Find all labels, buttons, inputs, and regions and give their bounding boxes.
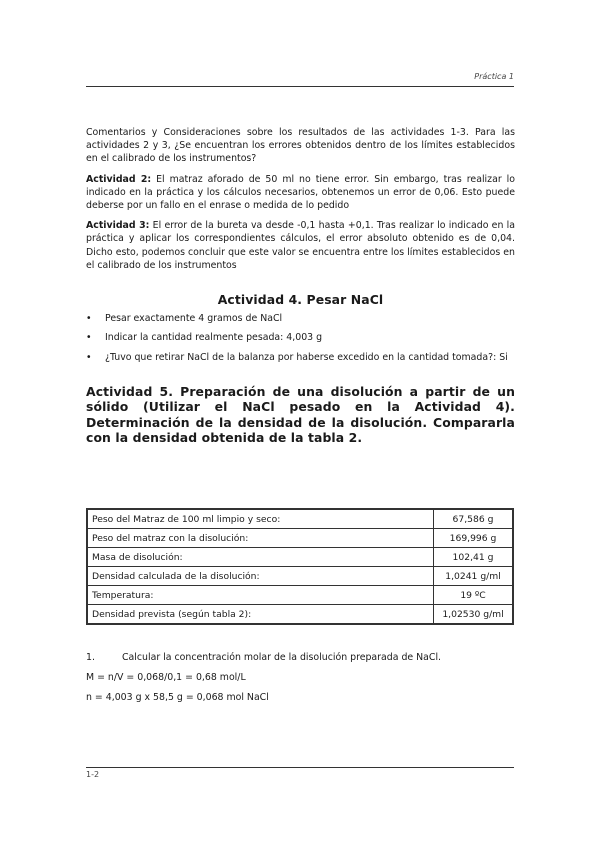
bullet-icon: •	[86, 351, 92, 363]
table-row	[87, 509, 513, 529]
page-number: 1-2	[86, 770, 100, 779]
table-row	[87, 605, 513, 625]
header-rule	[86, 86, 514, 87]
intro-paragraph: Comentarios y Consideraciones sobre los resultados de las actividades 1-3. Para las actividades 2 y 3, ¿Se encuentran los errores obtenidos dentro de los límites establecidos en el calibrado de los instrumentos?	[86, 127, 515, 165]
row-label: Peso del Matraz de 100 ml limpio y seco:	[87, 509, 434, 529]
calculation-section	[86, 651, 515, 712]
list-item-text: Indicar la cantidad realmente pesada: 4,003 g	[105, 332, 323, 344]
row-label: Peso del matraz con la disolución:	[87, 529, 434, 548]
footer-rule	[86, 767, 514, 768]
act4-heading: Actividad 4. Pesar NaCl	[217, 292, 384, 308]
list-item-text: ¿Tuvo que retirar NaCl de la balanza por haberse excedido en la cantidad tomada?: Si	[105, 351, 508, 363]
row-value: 102,41 g	[434, 548, 514, 567]
row-label: Densidad prevista (según tabla 2):	[87, 605, 434, 625]
row-value: 169,996 g	[434, 529, 514, 548]
results-table	[86, 508, 514, 625]
act3-text: El error de la bureta va desde -0,1 hasta +0,1. Tras realizar lo indicado en la práctica y aplicar los correspondientes cálculos, el error absoluto obtenido es de 0,04. Dicho esto, podemos concluir que este valor se encuentra entre los límites establecidos en el calibrado de los instrumentos	[86, 220, 516, 271]
table-row	[87, 548, 513, 567]
act4-list	[86, 312, 515, 364]
act5-heading: Actividad 5. Preparación de una disolución a partir de un sólido (Utilizar el NaCl pesado en la Actividad 4). Determinación de la densidad de la disolución. Compararla con la densidad obtenida de la tabla 2.	[86, 383, 515, 446]
bullet-icon: •	[86, 332, 92, 344]
act2-paragraph	[86, 173, 515, 213]
calc-line-molarity: M = n/V = 0,068/0,1 = 0,68 mol/L	[86, 672, 246, 684]
calc-line-moles: n = 4,003 g x 58,5 g = 0,068 mol NaCl	[86, 692, 269, 704]
row-value: 1,02530 g/ml	[434, 605, 514, 625]
page-body	[86, 126, 515, 446]
act2-text: El matraz aforado de 50 ml no tiene error. Sin embargo, tras realizar lo indicado en la práctica y los cálculos necesarios, obtenemos un error de 0,06. Esto puede deberse por un fallo en el enrase o medida de lo pedido	[86, 173, 515, 212]
act3-label: Actividad 3:	[86, 220, 150, 232]
row-value: 19 ºC	[434, 586, 514, 605]
calc-item	[86, 651, 515, 664]
row-label: Densidad calculada de la disolución:	[87, 567, 434, 586]
list-item-text: Pesar exactamente 4 gramos de NaCl	[105, 313, 283, 325]
table-row	[87, 586, 513, 605]
table-row	[87, 529, 513, 548]
list-item	[86, 351, 515, 364]
calc-item-number: 1.	[86, 652, 95, 663]
list-item	[86, 312, 515, 325]
bullet-icon: •	[86, 313, 92, 325]
row-label: Temperatura:	[87, 586, 434, 605]
row-value: 1,0241 g/ml	[434, 567, 514, 586]
row-value: 67,586 g	[434, 509, 514, 529]
row-label: Masa de disolución:	[87, 548, 434, 567]
list-item	[86, 331, 515, 344]
header-label: Práctica 1	[474, 72, 514, 81]
calc-item-text: Calcular la concentración molar de la disolución preparada de NaCl.	[122, 652, 442, 663]
act3-paragraph	[86, 219, 515, 272]
table-row	[87, 567, 513, 586]
act2-label: Actividad 2:	[86, 173, 152, 185]
